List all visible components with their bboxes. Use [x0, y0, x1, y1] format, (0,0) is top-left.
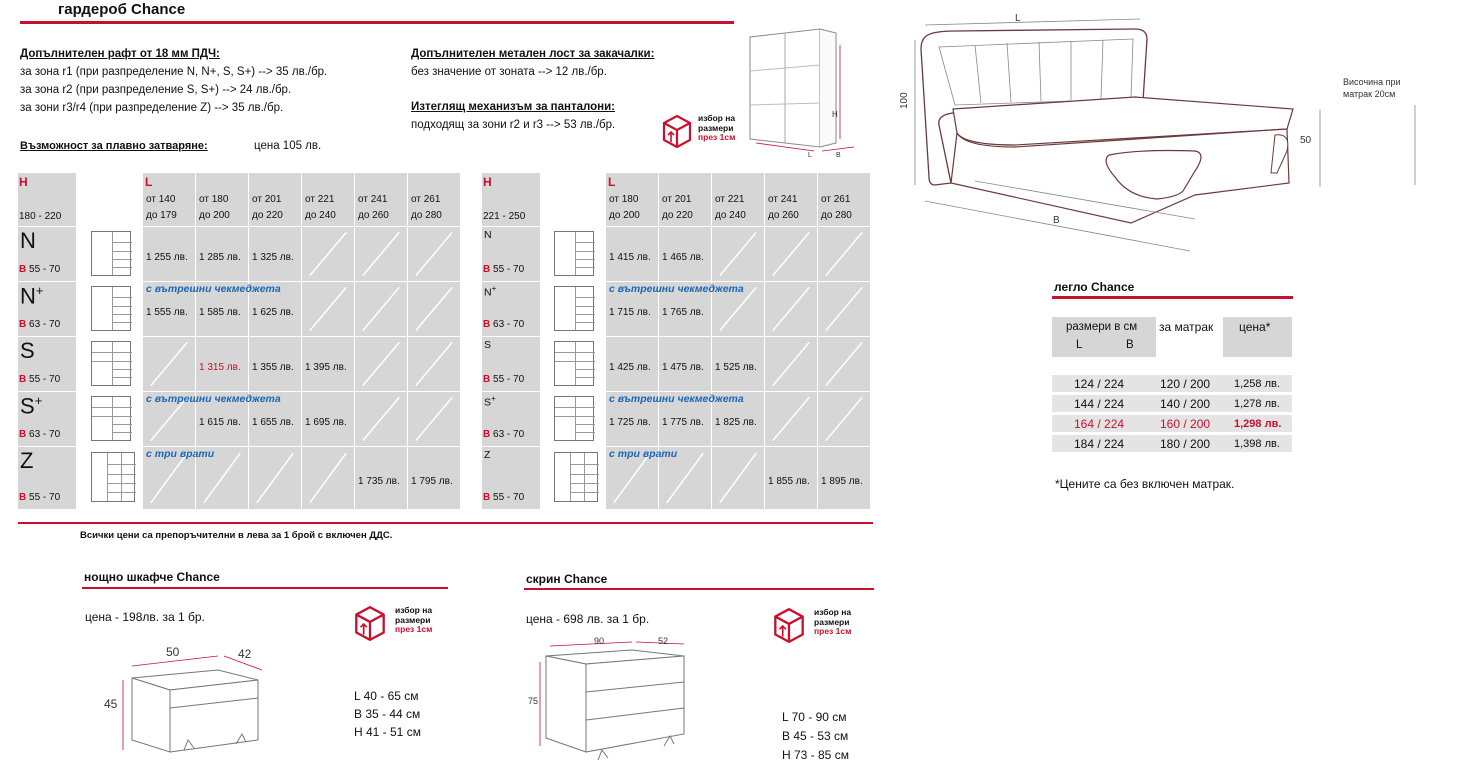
wardrobe-layout-icon — [554, 452, 598, 502]
price-cell — [355, 282, 407, 336]
row-type-label: S+ — [484, 394, 496, 409]
price-cell — [606, 337, 658, 391]
row-type-label: N+ — [20, 283, 44, 309]
extra-shelf-heading: Допълнителен рафт от 18 мм ПДЧ: — [20, 48, 220, 60]
bed-header-price: цена* — [1223, 317, 1292, 357]
l-range-from: от 241 — [768, 194, 798, 205]
bed-header-l-label: L — [1076, 339, 1083, 351]
l-range-to: до 179 — [146, 210, 177, 221]
wardrobe-layout-icon — [91, 341, 131, 386]
nightstand-size-b: B 35 - 44 см — [354, 707, 421, 721]
l-range-header — [408, 173, 460, 226]
price-value: 1 255 лв. — [146, 252, 188, 263]
l-range-from: от 241 — [358, 194, 388, 205]
l-range-from: от 180 — [609, 194, 639, 205]
table-divider — [18, 522, 873, 524]
price-value: 1 285 лв. — [199, 252, 241, 263]
l-range-to: до 200 — [199, 210, 230, 221]
price-cell — [408, 392, 460, 446]
l-range-from: от 201 — [662, 194, 692, 205]
price-value: 1 415 лв. — [609, 252, 651, 263]
l-range-from: от 261 — [821, 194, 851, 205]
nightstand-depth-label: 42 — [238, 647, 252, 661]
depth-b-label: B — [19, 319, 27, 330]
depth-value: 55 - 70 — [490, 374, 525, 385]
custom-size-text-2: размери — [814, 616, 850, 627]
price-value: 1 525 лв. — [715, 362, 757, 373]
price-cell — [765, 227, 817, 281]
bed-height-100-label: 100 — [899, 92, 910, 109]
dresser-size-h: H 73 - 85 см — [782, 748, 849, 762]
bed-price: 1,278 лв. — [1234, 398, 1280, 410]
row-depth-range — [483, 429, 524, 440]
row-type-label: S — [20, 338, 35, 363]
wardrobe-drawing — [744, 25, 864, 160]
depth-b-label: B — [483, 319, 491, 330]
l-range-to: до 260 — [358, 210, 389, 221]
empty-cell-slash — [712, 447, 764, 509]
l-range-header — [249, 173, 301, 226]
price-footnote: Всички цени са препоръчителни в лева за 1 брой с включен ДДС. — [80, 530, 393, 541]
depth-b-label: B — [483, 374, 491, 385]
price-cell — [302, 227, 354, 281]
empty-cell-slash — [765, 392, 817, 446]
wardrobe-layout-icon — [554, 231, 594, 276]
row-type-label: Z — [484, 449, 491, 461]
depth-b-label: B — [19, 264, 27, 275]
empty-cell-slash — [302, 227, 354, 281]
title-divider — [20, 21, 734, 24]
soft-close-label: Възможност за плавно затваряне: — [20, 140, 208, 152]
row-type-sup: + — [35, 283, 44, 298]
h-range-header — [18, 173, 76, 226]
empty-cell-slash — [355, 392, 407, 446]
price-cell — [712, 447, 764, 509]
trouser-rack-heading: Изтеглящ механизъм за панталони: — [411, 101, 615, 113]
row-depth-range — [19, 264, 60, 275]
extra-shelf-line-1: за зона r1 (при разпределение N, N+, S, S+) --> 35 лв./бр. — [20, 66, 328, 78]
price-cell — [818, 392, 870, 446]
row-depth-range — [19, 319, 60, 330]
box-icon — [770, 605, 808, 645]
row-type-label: S+ — [20, 393, 43, 419]
price-cell — [249, 227, 301, 281]
price-cell — [765, 282, 817, 336]
custom-size-text-2: размери — [698, 122, 734, 133]
empty-cell-slash — [355, 227, 407, 281]
price-cell — [196, 337, 248, 391]
price-cell — [302, 447, 354, 509]
row-note: с вътрешни чекмеджета — [146, 393, 281, 405]
hanger-rail-heading: Допълнителен метален лост за закачалки: — [411, 48, 655, 60]
dresser-drawing — [524, 634, 694, 764]
price-cell — [765, 337, 817, 391]
nightstand-size-l: L 40 - 65 см — [354, 689, 419, 703]
empty-cell-slash — [818, 282, 870, 336]
row-type-label: N — [20, 228, 36, 253]
extra-shelf-line-3: за зони r3/r4 (при разпределение Z) --> 35 лв./бр. — [20, 102, 284, 114]
bed-note: *Цените са без включен матрак. — [1055, 477, 1235, 491]
wardrobe-layout-icon — [554, 341, 594, 386]
l-range-from: от 221 — [305, 194, 335, 205]
wardrobe-layout-icon — [91, 396, 131, 441]
bed-mattress: 180 / 200 — [1160, 437, 1211, 451]
bed-header-size-label: размери в см — [1066, 321, 1138, 333]
l-range-to: до 220 — [662, 210, 693, 221]
nightstand-drawing — [98, 640, 278, 760]
l-range-from: от 180 — [199, 194, 229, 205]
trouser-rack-line: подходящ за зони r2 и r3 --> 53 лв./бр. — [411, 119, 616, 131]
empty-cell-slash — [143, 337, 195, 391]
price-cell — [765, 447, 817, 509]
empty-cell-slash — [765, 227, 817, 281]
price-cell — [355, 337, 407, 391]
price-cell — [659, 227, 711, 281]
price-cell — [143, 337, 195, 391]
row-depth-range — [483, 492, 524, 503]
empty-cell-slash — [249, 447, 301, 509]
nightstand-custom-badge — [351, 603, 451, 643]
price-cell — [302, 282, 354, 336]
price-value: 1 775 лв. — [662, 417, 704, 428]
empty-cell-slash — [408, 282, 460, 336]
bed-row — [1052, 415, 1292, 434]
price-value: 1 325 лв. — [252, 252, 294, 263]
l-range-header — [659, 173, 711, 226]
l-range-from: от 201 — [252, 194, 282, 205]
empty-cell-slash — [355, 337, 407, 391]
bed-height-50-label: 50 — [1300, 135, 1312, 146]
bed-title: легло Chance — [1054, 280, 1135, 294]
bed-size: 144 / 224 — [1074, 397, 1125, 411]
depth-value: 63 - 70 — [26, 319, 61, 330]
dresser-sizes — [782, 708, 849, 765]
price-value: 1 425 лв. — [609, 362, 651, 373]
row-type-label: Z — [20, 448, 34, 473]
custom-size-badge — [660, 112, 744, 152]
row-type-sup: + — [491, 394, 496, 403]
empty-cell-slash — [302, 282, 354, 336]
l-range-header — [712, 173, 764, 226]
custom-size-text-3: през 1см — [395, 624, 433, 634]
l-range-header — [196, 173, 248, 226]
price-cell — [712, 227, 764, 281]
price-value: 1 395 лв. — [305, 362, 347, 373]
empty-cell-slash — [818, 392, 870, 446]
bed-header-mattress: за матрак — [1159, 320, 1214, 334]
price-value: 1 855 лв. — [768, 476, 810, 487]
depth-b-label: B — [19, 374, 27, 385]
row-depth-range — [19, 429, 60, 440]
row-type-label: N — [484, 229, 492, 241]
empty-cell-slash — [408, 227, 460, 281]
dresser-custom-badge — [770, 605, 870, 645]
wardrobe-layout-icon — [554, 286, 594, 331]
empty-cell-slash — [765, 282, 817, 336]
h-range-value: 221 - 250 — [483, 211, 526, 222]
price-cell — [302, 337, 354, 391]
price-value: 1 695 лв. — [305, 417, 347, 428]
nightstand-size-h: H 41 - 51 см — [354, 725, 421, 739]
bed-drawing — [895, 5, 1401, 255]
l-range-to: до 200 — [609, 210, 640, 221]
row-type-S-plus — [18, 392, 76, 446]
row-type-S-plus — [482, 392, 540, 446]
empty-cell-slash — [408, 337, 460, 391]
bed-size: 164 / 224 — [1074, 417, 1125, 431]
depth-b-label: B — [19, 492, 27, 503]
l-range-from: от 261 — [411, 194, 441, 205]
price-cell — [765, 392, 817, 446]
l-label: L — [145, 175, 153, 189]
price-cell — [196, 227, 248, 281]
price-cell — [659, 337, 711, 391]
bed-note-line1: Височина при — [1343, 77, 1401, 87]
l-range-to: до 240 — [305, 210, 336, 221]
price-value: 1 725 лв. — [609, 417, 651, 428]
empty-cell-slash — [712, 227, 764, 281]
bed-b-label: B — [1053, 215, 1060, 226]
price-cell — [143, 227, 195, 281]
row-note: с вътрешни чекмеджета — [609, 283, 744, 295]
nightstand-width-label: 50 — [166, 645, 180, 659]
h-label: H — [19, 175, 28, 189]
l-range-to: до 280 — [411, 210, 442, 221]
l-range-from: от 140 — [146, 194, 176, 205]
bed-table-header-size — [1052, 317, 1156, 357]
bed-mattress: 160 / 200 — [1160, 417, 1211, 431]
depth-value: 63 - 70 — [490, 319, 525, 330]
depth-b-label: B — [483, 429, 491, 440]
row-type-Z — [482, 447, 540, 509]
depth-value: 55 - 70 — [490, 264, 525, 275]
row-type-N — [482, 227, 540, 281]
custom-size-text-3: през 1см — [698, 132, 736, 142]
custom-size-text-1: избор на — [395, 605, 433, 615]
row-note: с три врати — [146, 448, 215, 460]
hanger-rail-line: без значение от зоната --> 12 лв./бр. — [411, 66, 607, 78]
row-type-S — [482, 337, 540, 391]
price-value: 1 355 лв. — [252, 362, 294, 373]
row-depth-range — [483, 374, 524, 385]
price-cell — [408, 282, 460, 336]
price-value: 1 795 лв. — [411, 476, 453, 487]
l-range-header — [606, 173, 658, 226]
depth-b-label: B — [19, 429, 27, 440]
price-value: 1 715 лв. — [609, 307, 651, 318]
box-icon — [351, 603, 389, 643]
h-label: H — [483, 175, 492, 189]
row-depth-range — [483, 319, 524, 330]
bed-note-line2: матрак 20см — [1343, 89, 1396, 99]
l-range-to: до 260 — [768, 210, 799, 221]
wardrobe-title: гардероб Chance — [58, 1, 186, 18]
wardrobe-layout-icon — [91, 286, 131, 331]
price-cell — [249, 447, 301, 509]
wardrobe-layout-icon — [91, 452, 135, 502]
h-range-value: 180 - 220 — [19, 211, 62, 222]
bed-size: 124 / 224 — [1074, 377, 1125, 391]
l-range-header — [302, 173, 354, 226]
bed-header-b-label: B — [1126, 339, 1134, 351]
l-range-header — [818, 173, 870, 226]
row-note: с три врати — [609, 448, 678, 460]
bed-l-label: L — [1015, 13, 1021, 24]
soft-close-price: цена 105 лв. — [254, 140, 322, 152]
row-note: с вътрешни чекмеджета — [146, 283, 281, 295]
price-value: 1 895 лв. — [821, 476, 863, 487]
bed-mattress: 140 / 200 — [1160, 397, 1211, 411]
custom-size-text-1: избор на — [698, 113, 736, 123]
nightstand-title: нощно шкафче Chance — [84, 570, 220, 584]
price-value: 1 555 лв. — [146, 307, 188, 318]
wardrobe-layout-icon — [91, 231, 131, 276]
bed-row — [1052, 395, 1292, 414]
dresser-depth-label: 52 — [658, 636, 669, 646]
price-cell — [408, 447, 460, 509]
row-type-sup: + — [491, 284, 497, 293]
bed-mattress: 120 / 200 — [1160, 377, 1211, 391]
row-type-Z — [18, 447, 76, 509]
row-type-N-plus — [482, 282, 540, 336]
row-type-N-plus — [18, 282, 76, 336]
row-depth-range — [483, 264, 524, 275]
price-value: 1 625 лв. — [252, 307, 294, 318]
custom-size-text-2: размери — [395, 614, 431, 625]
price-cell — [408, 227, 460, 281]
dresser-height-label: 75 — [528, 696, 539, 706]
empty-cell-slash — [818, 337, 870, 391]
nightstand-price: цена - 198лв. за 1 бр. — [85, 610, 205, 624]
price-value: 1 585 лв. — [199, 307, 241, 318]
bed-divider — [1052, 296, 1293, 299]
row-type-N — [18, 227, 76, 281]
price-value: 1 825 лв. — [715, 417, 757, 428]
l-label: L — [608, 175, 616, 189]
dresser-width-label: 90 — [594, 636, 605, 646]
l-range-header — [765, 173, 817, 226]
bed-price: 1,298 лв. — [1234, 418, 1282, 430]
dresser-price: цена - 698 лв. за 1 бр. — [526, 612, 650, 626]
l-range-header — [355, 173, 407, 226]
l-range-header — [143, 173, 195, 226]
price-cell — [818, 282, 870, 336]
diagram-b-label: B — [836, 152, 841, 159]
price-cell — [408, 337, 460, 391]
depth-value: 63 - 70 — [490, 429, 525, 440]
depth-value: 55 - 70 — [26, 374, 61, 385]
depth-value: 55 - 70 — [26, 264, 61, 275]
row-depth-range — [19, 374, 60, 385]
empty-cell-slash — [408, 392, 460, 446]
bed-row — [1052, 375, 1292, 394]
dresser-divider — [524, 588, 874, 590]
depth-value: 55 - 70 — [490, 492, 525, 503]
nightstand-sizes — [354, 687, 421, 741]
empty-cell-slash — [765, 337, 817, 391]
price-cell — [818, 337, 870, 391]
price-value: 1 465 лв. — [662, 252, 704, 263]
l-range-to: до 220 — [252, 210, 283, 221]
bed-price: 1,258 лв. — [1234, 378, 1280, 390]
empty-cell-slash — [355, 282, 407, 336]
price-cell — [355, 227, 407, 281]
extra-shelf-line-2: за зона r2 (при разпределение S, S+) --> 24 лв./бр. — [20, 84, 292, 96]
price-cell — [606, 227, 658, 281]
dresser-title: скрин Chance — [526, 572, 608, 586]
price-value: 1 315 лв. — [199, 362, 241, 373]
price-cell — [712, 337, 764, 391]
row-type-sup: + — [34, 393, 43, 408]
row-type-label: S — [484, 339, 492, 351]
price-value: 1 475 лв. — [662, 362, 704, 373]
diagram-l-label: L — [808, 152, 812, 159]
l-range-to: до 280 — [821, 210, 852, 221]
row-type-label: N+ — [484, 284, 497, 299]
nightstand-divider — [82, 587, 448, 589]
wardrobe-layout-icon — [554, 396, 594, 441]
bed-price: 1,398 лв. — [1234, 438, 1280, 450]
nightstand-height-label: 45 — [104, 697, 118, 711]
price-cell — [355, 392, 407, 446]
price-cell — [818, 227, 870, 281]
depth-value: 55 - 70 — [26, 492, 61, 503]
custom-size-text-1: избор на — [814, 607, 852, 617]
price-cell — [249, 337, 301, 391]
l-range-to: до 240 — [715, 210, 746, 221]
row-type-S — [18, 337, 76, 391]
row-depth-range — [19, 492, 60, 503]
box-icon — [660, 112, 694, 150]
diagram-h-label: H — [832, 110, 838, 119]
bed-size: 184 / 224 — [1074, 437, 1125, 451]
price-cell — [302, 392, 354, 446]
depth-b-label: B — [483, 492, 491, 503]
empty-cell-slash — [302, 447, 354, 509]
h-range-header — [482, 173, 540, 226]
empty-cell-slash — [818, 227, 870, 281]
price-value: 1 655 лв. — [252, 417, 294, 428]
price-cell — [355, 447, 407, 509]
row-note: с вътрешни чекмеджета — [609, 393, 744, 405]
l-range-from: от 221 — [715, 194, 745, 205]
depth-b-label: B — [483, 264, 491, 275]
dresser-size-b: B 45 - 53 см — [782, 729, 849, 743]
dresser-size-l: L 70 - 90 см — [782, 710, 847, 724]
bed-row — [1052, 435, 1292, 454]
price-value: 1 615 лв. — [199, 417, 241, 428]
price-cell — [818, 447, 870, 509]
price-value: 1 765 лв. — [662, 307, 704, 318]
custom-size-text-3: през 1см — [814, 626, 852, 636]
price-value: 1 735 лв. — [358, 476, 400, 487]
depth-value: 63 - 70 — [26, 429, 61, 440]
